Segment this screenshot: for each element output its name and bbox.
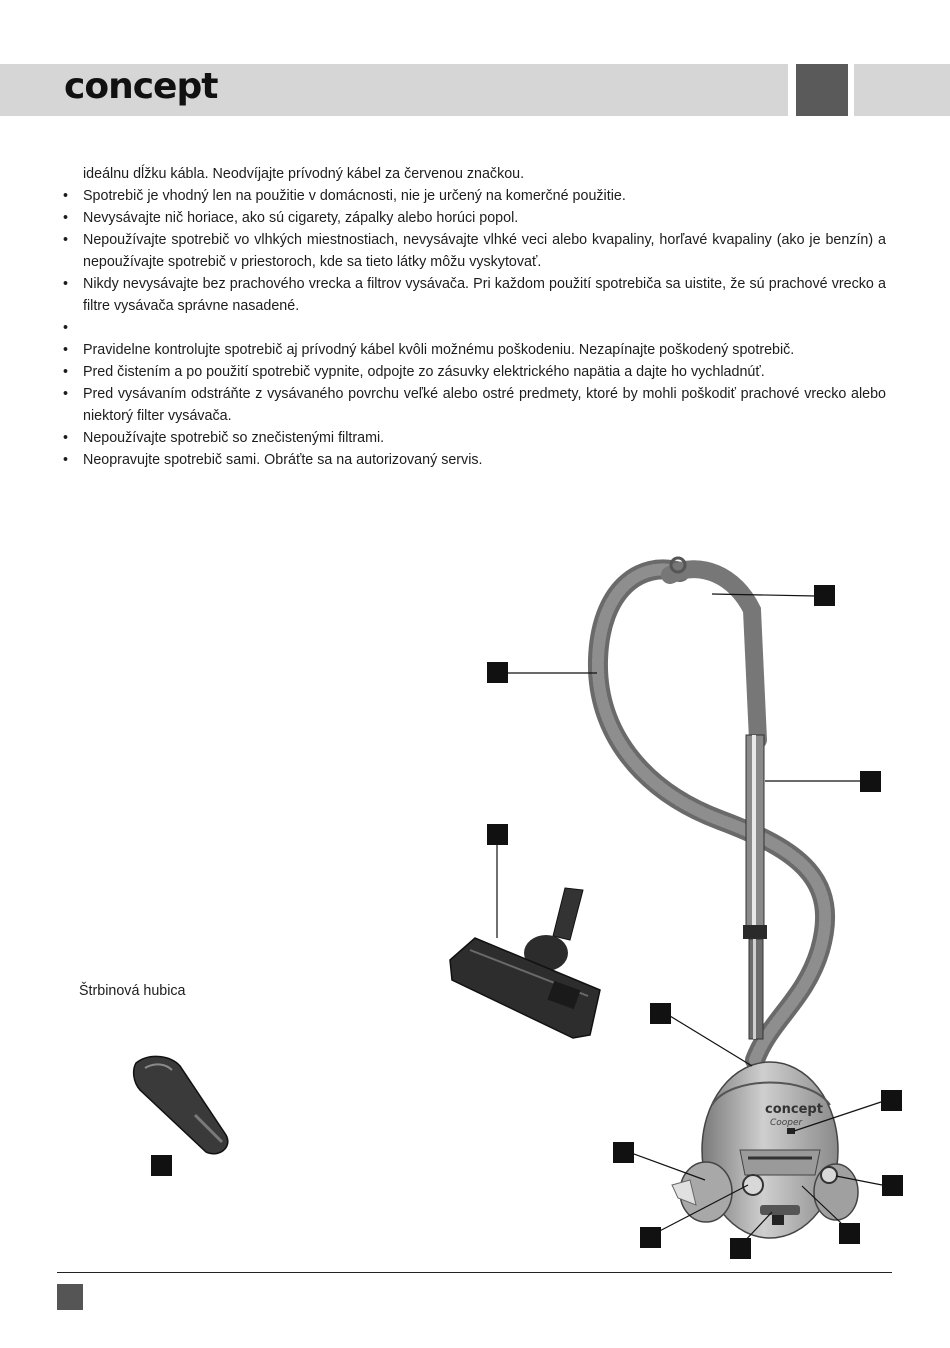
list-item: • Pred čistením a po použití spotrebič vypnite, odpojte zo zásuvky elektrického napätia a dajte ho vychladnúť.	[60, 361, 886, 383]
footer-rule	[57, 1272, 892, 1273]
list-item: • Nepoužívajte spotrebič vo vlhkých miestnostiach, nevysávajte vlhké veci alebo kvapaliny, horľavé kvapaliny (ako je benzín) a nepoužívajte spotrebič v priestoroch, kde sa tieto látky môžu vyskytovať.	[60, 229, 886, 273]
list-item: • Pravidelne kontrolujte spotrebič aj prívodný kábel kvôli možnému poškodeniu. Nezapínajte poškodený spotrebič.	[60, 339, 886, 361]
callout-marker	[151, 1155, 172, 1176]
list-item: • Nikdy nevysávajte bez prachového vrecka a filtrov vysávača. Pri každom použití spotrebiča sa uistite, že sú prachové vrecko a filtre vysávača správne nasadené.	[60, 273, 886, 317]
callout-marker	[650, 1003, 671, 1024]
callout-marker	[487, 662, 508, 683]
callout-marker	[882, 1175, 903, 1196]
continuation-line: ideálnu dĺžku kábla. Neodvíjajte prívodný kábel za červenou značkou.	[83, 166, 525, 182]
list-item: • Pred vysávaním odstráňte z vysávaného povrchu veľké alebo ostré predmety, ktoré by mohli poškodiť prachové vrecko alebo niektorý filter vysávača.	[60, 383, 886, 427]
callout-marker	[613, 1142, 634, 1163]
callout-marker	[814, 585, 835, 606]
floor-brush-drawing	[450, 888, 600, 1038]
vacuum-cleaner-drawing	[598, 558, 858, 1238]
callout-marker	[730, 1238, 751, 1259]
list-item: • Nepoužívajte spotrebič so znečistenými filtrami.	[60, 427, 886, 449]
callout-marker	[487, 824, 508, 845]
callout-marker	[881, 1090, 902, 1111]
body-model-text: Cooper	[770, 1118, 803, 1128]
list-item: • Neopravujte spotrebič sami. Obráťte sa na autorizovaný servis.	[60, 449, 886, 471]
callout-marker	[640, 1227, 661, 1248]
callout-marker	[860, 771, 881, 792]
list-item: • Spotrebič je vhodný len na použitie v domácnosti, nie je určený na komerčné použitie.	[60, 185, 886, 207]
list-item: • Nevysávajte nič horiace, ako sú cigarety, zápalky alebo horúci popol.	[60, 207, 886, 229]
crevice-nozzle-label: Štrbinová hubica	[79, 983, 186, 999]
body-logo-text: concept	[765, 1102, 823, 1117]
brand-logo: concept	[64, 66, 218, 107]
footer-page-square	[57, 1284, 83, 1310]
callout-marker	[839, 1223, 860, 1244]
crevice-nozzle-drawing	[134, 1056, 228, 1153]
